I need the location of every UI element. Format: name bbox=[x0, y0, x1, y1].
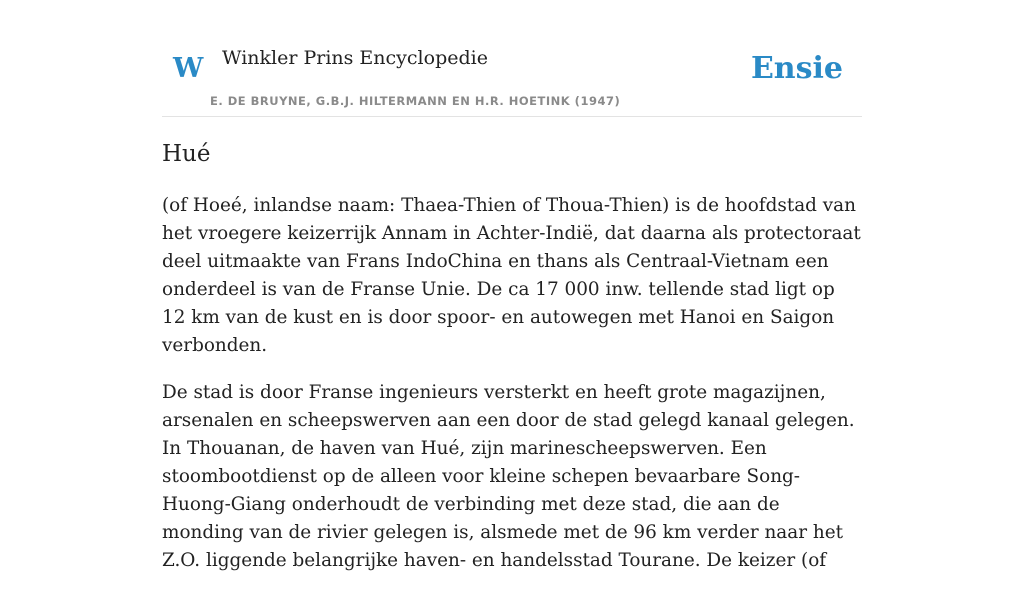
entry-body bbox=[162, 192, 862, 594]
entry-paragraph: (of Hoeé, inlandse naam: Thaea-Thien of Thoua-Thien) is de hoofdstad van het vroegere keizerrijk Annam in Achter-Indië, dat daarna als protectoraat deel uitmaakte van Frans IndoChina en thans als Centraal-Vietnam een onderdeel is van de Franse Unie. De ca 17 000 inw. tellende stad ligt op 12 km van de kust en is door spoor- en autowegen met Hanoi en Saigon verbonden. bbox=[162, 195, 861, 356]
ensie-logo[interactable]: Ensie bbox=[750, 51, 843, 86]
entry-paragraph: De stad is door Franse ingenieurs versterkt en heeft grote magazijnen, arsenalen en scheepswerven aan een door de stad gelegd kanaal gelegen. In Thouanan, de haven van Hué, zijn marinescheepswerven. Een stoombootdienst op de alleen voor kleine schepen bevaarbare Song-Huong-Giang onderhoudt de verbinding met deze stad, die aan de monding van de rivier gelegen is, alsmede met de 96 km verder naar het Z.O. liggende belangrijke haven- en handelsstad Tourane. De keizer (of bbox=[162, 382, 855, 571]
winkler-prins-logo[interactable]: W bbox=[173, 53, 204, 84]
book-title[interactable]: Winkler Prins Encyclopedie bbox=[222, 47, 488, 69]
source-header bbox=[162, 0, 862, 117]
entry-title: Hué bbox=[162, 141, 211, 167]
book-authors: E. DE BRUYNE, G.B.J. HILTERMANN EN H.R. HOETINK (1947) bbox=[210, 94, 621, 108]
